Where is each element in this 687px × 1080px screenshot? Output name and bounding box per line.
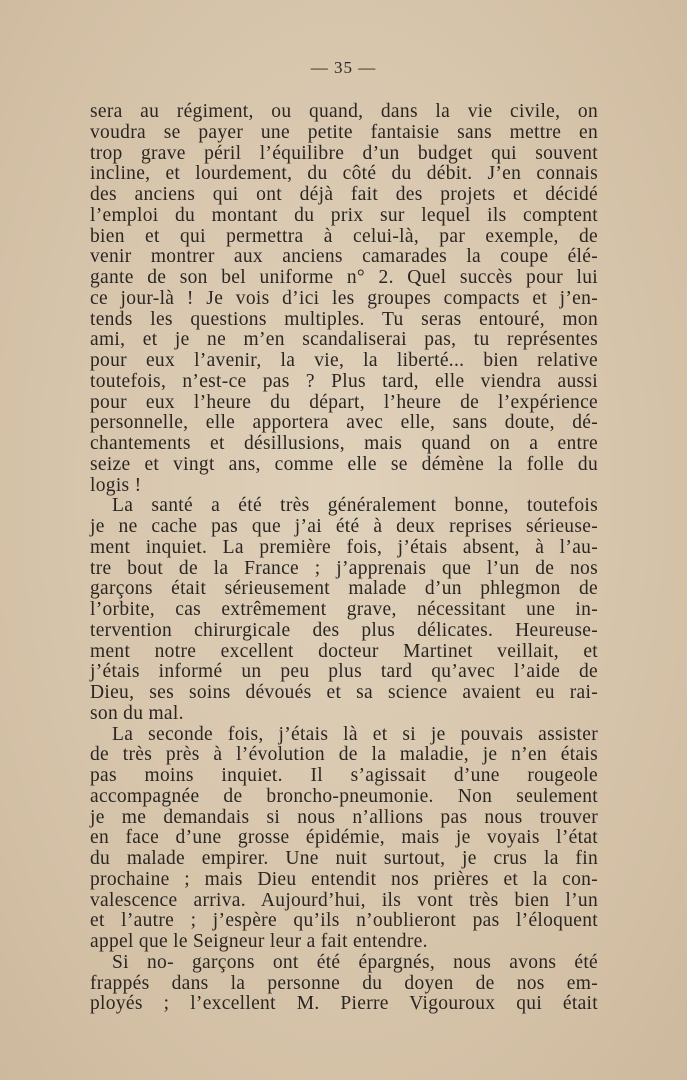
text-line: pas moins inquiet. Il s’agissait d’une rougeole xyxy=(90,765,598,786)
text-line: de très près à l’évolution de la maladie, je n’en étais xyxy=(90,744,598,766)
text-line: tre bout de la France ; j’apprenais que l’un de nos xyxy=(90,557,598,579)
text-line: son du mal. xyxy=(90,702,184,724)
text-line: pour eux l’heure du départ, l’heure de l’expérience xyxy=(90,391,598,413)
text-line: sera au régiment, ou quand, dans la vie civile, on xyxy=(90,101,598,122)
text-line: ployés ; l’excellent M. Pierre Vigouroux qui était xyxy=(90,993,598,1015)
text-line: La santé a été très généralement bonne, toutefois xyxy=(112,495,598,517)
text-line: voudra se payer une petite fantaisie sans mettre en xyxy=(90,121,598,143)
text-line: je me demandais si nous n’allions pas nous trouver xyxy=(90,806,598,828)
text-line: chantements et désillusions, mais quand on a entre xyxy=(90,433,598,454)
text-line: l’orbite, cas extrêmement grave, nécessitant une in- xyxy=(90,599,598,620)
page-number: — 35 — xyxy=(310,58,377,77)
text-line: trop grave péril l’équilibre d’un budget qui souvent xyxy=(90,142,598,164)
text-line: pour eux l’avenir, la vie, la liberté... bien relative xyxy=(90,350,598,371)
text-line: personnelle, elle apportera avec elle, sans doute, dé- xyxy=(90,412,598,434)
text-line: ment notre excellent docteur Martinet veillait, et xyxy=(90,640,598,662)
text-line: ami, et je ne m’en scandaliserai pas, tu représentes xyxy=(90,329,598,351)
text-line: en face d’une grosse épidémie, mais je voyais l’état xyxy=(90,827,598,849)
text-line: et l’autre ; j’espère qu’ils n’oublieront pas l’éloquent xyxy=(90,910,598,932)
text-line: logis ! xyxy=(90,474,142,496)
text-line: j’étais informé un peu plus tard qu’avec l’aide de xyxy=(90,661,598,683)
text-line: accompagnée de broncho-pneumonie. Non seulement xyxy=(90,785,598,807)
text-line: bien et qui permettra à celui-là, par exemple, de xyxy=(90,225,598,247)
text-line: du malade empirer. Une nuit surtout, je crus la fin xyxy=(90,848,598,869)
body-text xyxy=(90,102,598,1015)
text-line: des anciens qui ont déjà fait des projets et décidé xyxy=(90,184,598,205)
text-line: l’emploi du montant du prix sur lequel ils comptent xyxy=(90,204,598,226)
text-line: prochaine ; mais Dieu entendit nos prières et la con- xyxy=(90,868,598,890)
text-line: valescence arriva. Aujourd’hui, ils vont très bien l’un xyxy=(90,889,598,911)
text-line: ment inquiet. La première fois, j’étais absent, à l’au- xyxy=(90,536,598,558)
text-line: gante de son bel uniforme n° 2. Quel succès pour lui xyxy=(90,267,598,288)
text-line: garçons était sérieusement malade d’un phlegmon de xyxy=(90,578,598,600)
text-line: tends les questions multiples. Tu seras entouré, mon xyxy=(90,308,598,330)
text-line: frappés dans la personne du doyen de nos em- xyxy=(90,972,598,994)
text-line: tervention chirurgicale des plus délicates. Heureuse- xyxy=(90,619,598,641)
text-line: toutefois, n’est-ce pas ? Plus tard, elle viendra aussi xyxy=(90,370,598,392)
text-line: je ne cache pas que j’ai été à deux reprises sérieuse- xyxy=(90,516,598,537)
text-line: seize et vingt ans, comme elle se démène la folle du xyxy=(90,453,598,475)
text-line: ce jour-là ! Je vois d’ici les groupes compacts et j’en- xyxy=(90,287,598,309)
text-line: Si no- garçons ont été épargnés, nous avons été xyxy=(112,951,598,973)
text-line: venir montrer aux anciens camarades la coupe élé- xyxy=(90,246,598,268)
text-line: Dieu, ses soins dévoués et sa science avaient eu rai- xyxy=(90,682,598,703)
text-line: appel que le Seigneur leur a fait entendre. xyxy=(90,931,428,952)
text-line: La seconde fois, j’étais là et si je pouvais assister xyxy=(112,723,598,745)
text-line: incline, et lourdement, du côté du débit. J’en connais xyxy=(90,163,598,185)
